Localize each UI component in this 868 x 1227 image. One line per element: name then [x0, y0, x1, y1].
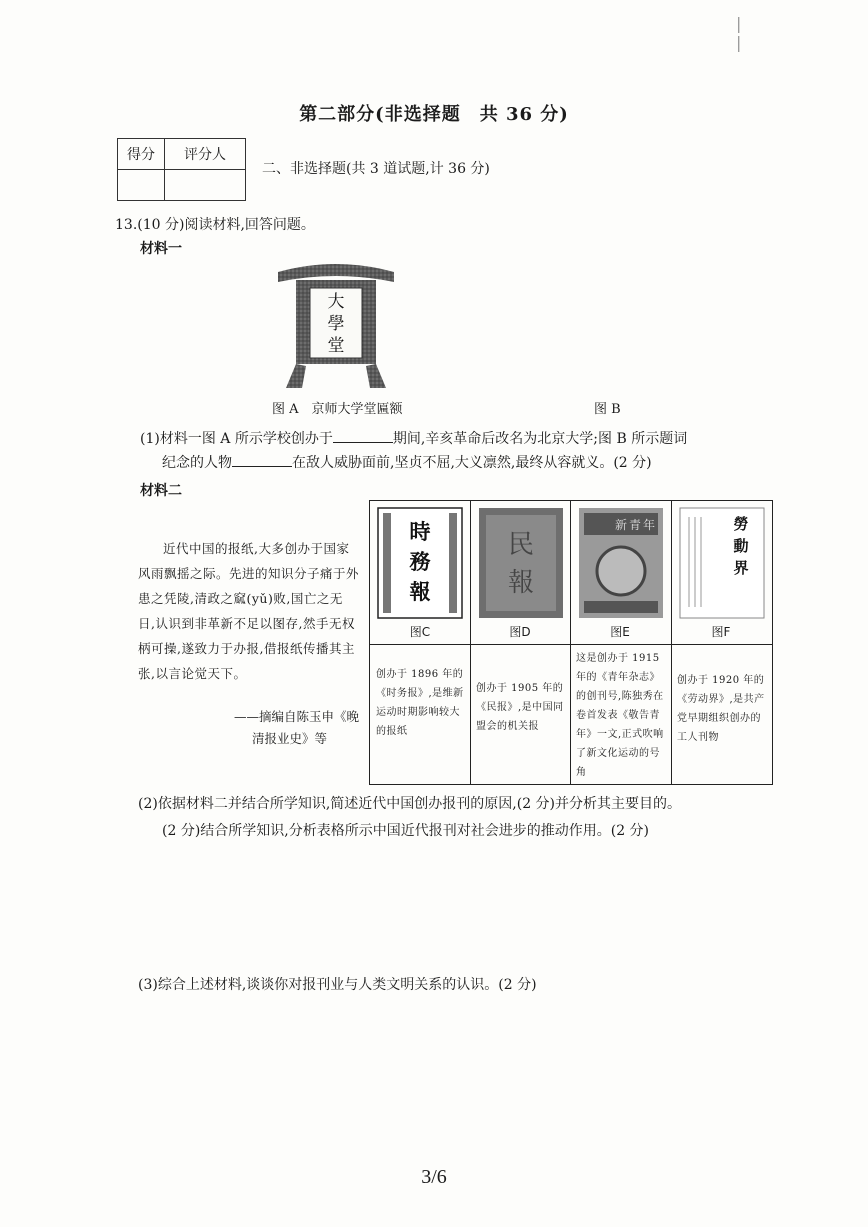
score-cell[interactable]	[118, 170, 165, 201]
masthead-e-2: 青	[628, 518, 642, 532]
material2-label: 材料二	[140, 483, 182, 499]
figure-c-caption: 图C	[409, 625, 431, 639]
masthead-c-2: 務	[409, 549, 431, 574]
figure-e-qingnian-image	[578, 507, 664, 619]
answer-blank-1[interactable]	[333, 430, 393, 443]
masthead-d-1: 民	[507, 530, 535, 560]
figure-e-caption: 图E	[610, 625, 630, 639]
figure-a-caption: 图 A 京师大学堂匾额	[272, 402, 403, 417]
masthead-f-3: 界	[733, 559, 749, 577]
section-heading: 二、非选择题(共 3 道试题,计 36 分)	[262, 161, 490, 177]
figure-d-description: 创办于 1905 年的《民报》,是中国同盟会的机关报	[476, 683, 564, 732]
masthead-c-1: 時	[409, 519, 431, 544]
question-2-line-2: (2 分)结合所学知识,分析表格所示中国近代报刊对社会进步的推动作用。(2 分)	[162, 823, 650, 839]
q1-text-a1: (1)材料一图 A 所示学校创办于	[140, 431, 333, 447]
masthead-d-2: 報	[507, 568, 535, 598]
grader-header: 评分人	[165, 139, 246, 170]
figure-e-description: 这是创办于 1915 年的《青年杂志》的创刊号,陈独秀在卷首发表《敬告青年》一文,正式吹响了新文化运动的号角	[576, 653, 664, 778]
plaque-char-3: 堂	[327, 336, 345, 356]
question-2-line-1: (2)依据材料二并结合所学知识,简述近代中国创办报刊的原因,(2 分)并分析其主要目的。	[138, 796, 682, 812]
grader-cell[interactable]	[165, 170, 246, 201]
figure-b-caption: 图 B	[594, 402, 621, 417]
material2-passage: 近代中国的报纸,大多创办于国家风雨飘摇之际。先进的知识分子痛于外患之凭陵,清政之窳(yǔ)败,国亡之无日,认识到非革新不足以图存,然手无权柄可操,遂致力于办报,借报纸传播其主张,以言论觉天下。	[138, 541, 360, 681]
answer-blank-2[interactable]	[232, 454, 292, 467]
figure-f-laodongjie-image	[679, 507, 765, 619]
score-table	[117, 138, 246, 201]
figure-b-inscription-image	[550, 262, 662, 394]
page-title: 第二部分(非选择题 共 36 分)	[299, 104, 569, 125]
figure-d-minbao-image	[478, 507, 564, 619]
material2-source-line-2: 清报业史》等	[252, 731, 328, 746]
question-3: (3)综合上述材料,谈谈你对报刊业与人类文明关系的认识。(2 分)	[138, 977, 537, 993]
figure-c-shiwubao-image	[377, 507, 463, 619]
question-13-intro: 13.(10 分)阅读材料,回答问题。	[115, 217, 315, 233]
question-1-line-2	[162, 452, 652, 472]
masthead-e: 新	[614, 518, 628, 532]
material2-source-line-1: ——摘编自陈玉申《晚	[234, 709, 360, 724]
plaque-char-2: 學	[327, 314, 345, 334]
corner-mark: | |	[736, 14, 768, 52]
score-header: 得分	[118, 139, 165, 170]
masthead-c-3: 報	[409, 579, 431, 604]
question-1-line-1	[140, 428, 687, 448]
q1-text-b2: 在敌人威胁面前,坚贞不屈,大义凛然,最终从容就义。(2 分)	[292, 455, 652, 471]
material1-label: 材料一	[140, 241, 182, 257]
masthead-f-2: 動	[733, 537, 749, 555]
masthead-f-1: 勞	[733, 515, 749, 533]
figure-d-caption: 图D	[509, 625, 531, 639]
page-number: 3/6	[421, 1166, 447, 1188]
figure-c-description: 创办于 1896 年的《时务报》,是维新运动时期影响较大的报纸	[376, 669, 464, 737]
q1-text-a2: 期间,辛亥革命后改名为北京大学;图 B 所示题词	[392, 431, 688, 447]
masthead-e-3: 年	[642, 518, 656, 532]
plaque-char-1: 大	[327, 292, 345, 312]
figure-a-plaque-image	[276, 262, 396, 394]
newspaper-table	[369, 500, 773, 785]
figure-f-caption: 图F	[711, 625, 731, 639]
figure-f-description: 创办于 1920 年的《劳动界》,是共产党早期组织创办的工人刊物	[677, 675, 765, 743]
q1-text-b1: 纪念的人物	[162, 455, 232, 471]
